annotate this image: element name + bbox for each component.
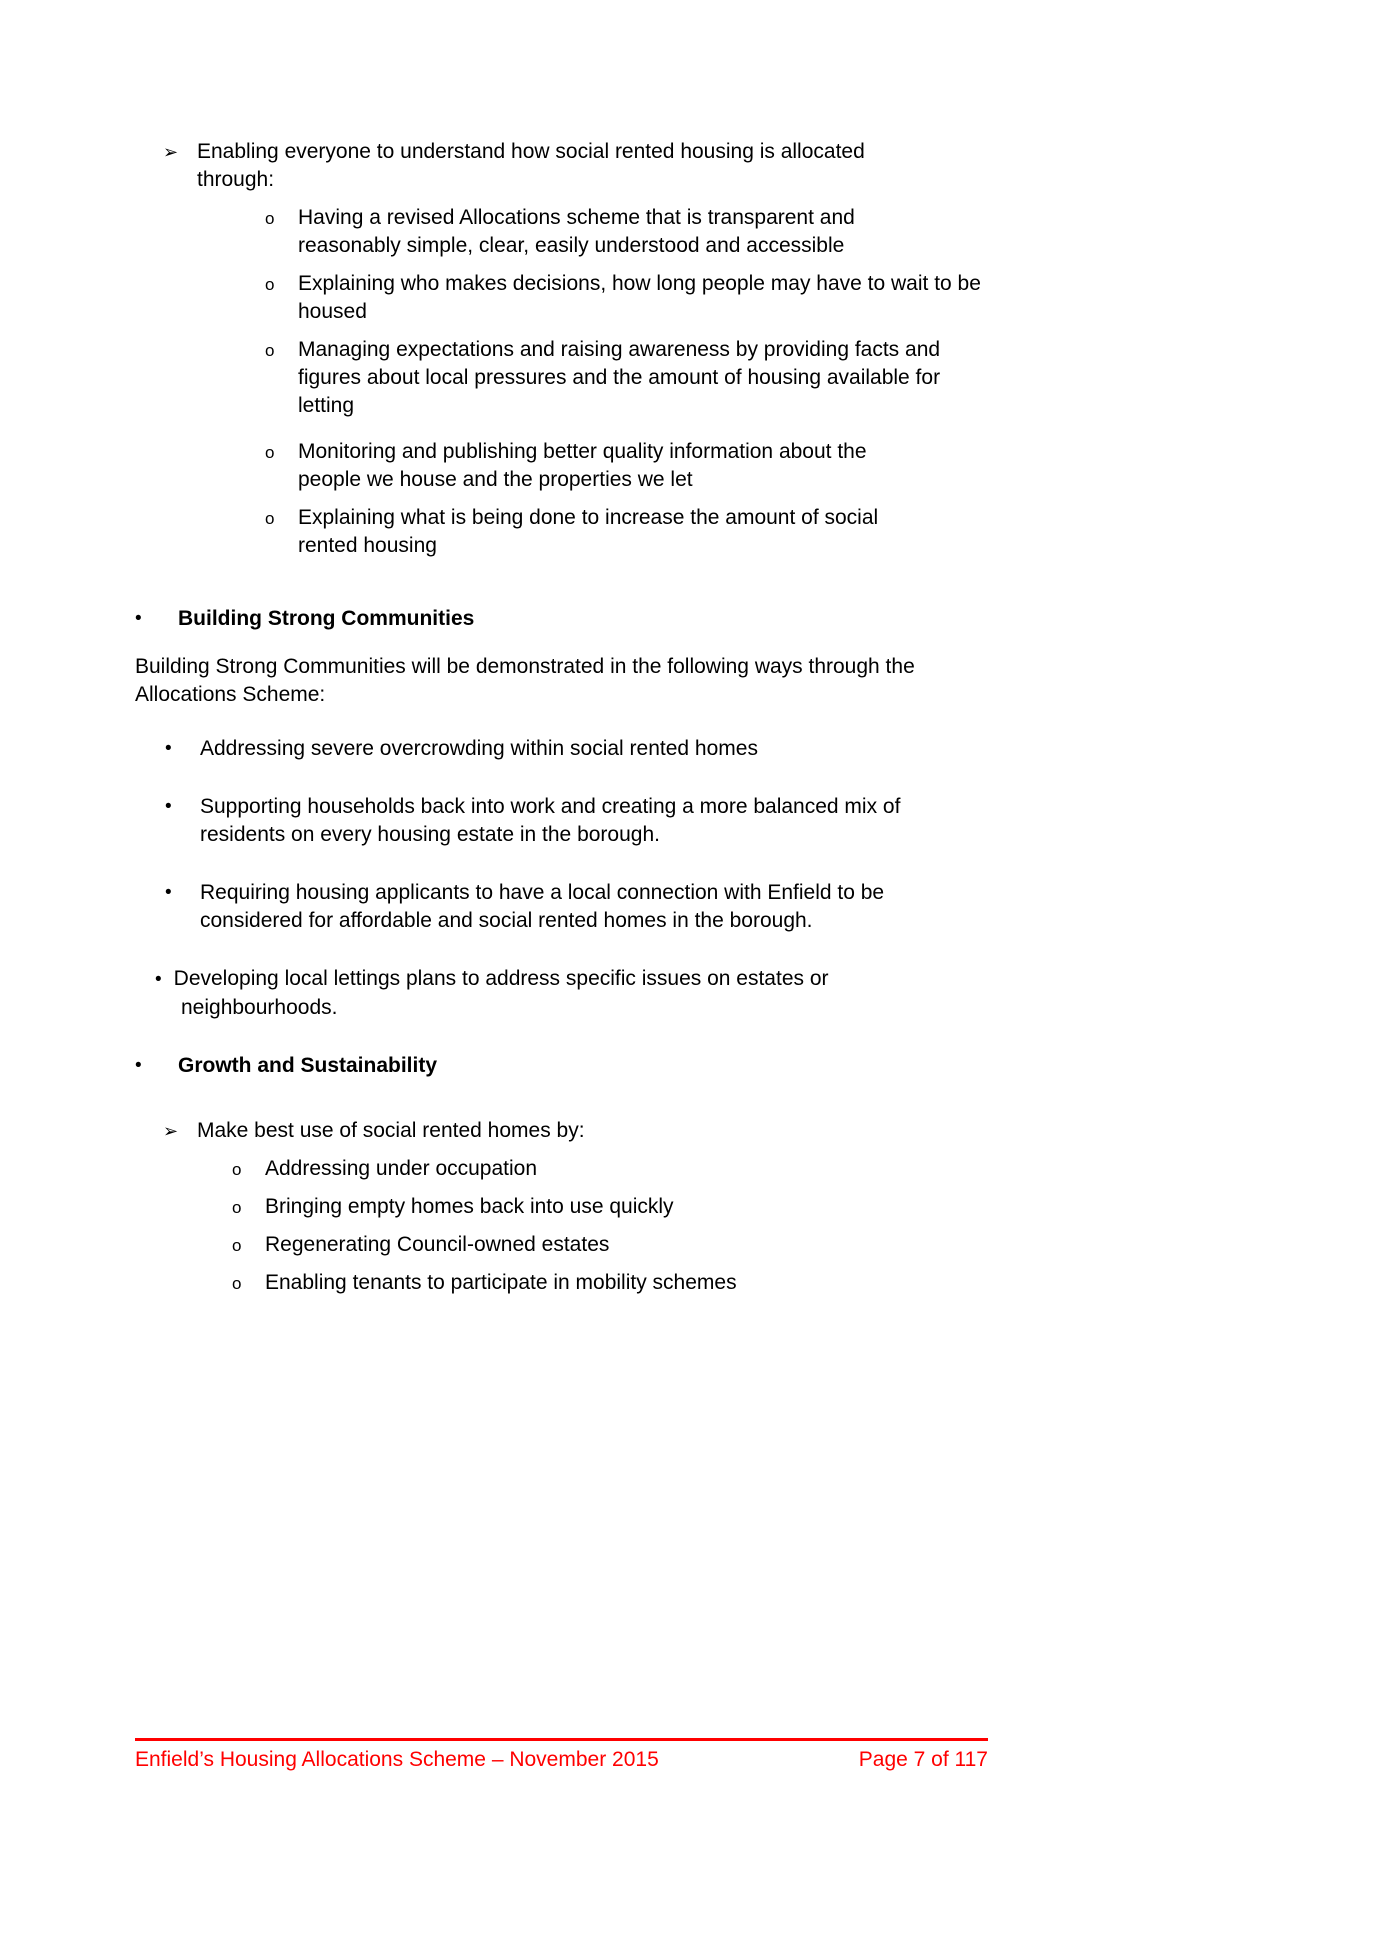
- footer-document-title: Enfield’s Housing Allocations Scheme – November 2015: [135, 1748, 659, 1771]
- circle-bullet-icon: o: [265, 275, 275, 294]
- page-content: [135, 138, 991, 1307]
- circle-bullet-icon: o: [265, 209, 275, 228]
- bullet-list-item-text: Developing local lettings plans to address specific issues on estates or neighbourhoods.: [173, 967, 829, 1019]
- bullet-list-item-text: Addressing severe overcrowding within social rented homes: [200, 737, 758, 760]
- dot-bullet-icon: •: [165, 882, 172, 903]
- intro-paragraph: Building Strong Communities will be demonstrated in the following ways through the Allocations Scheme:: [135, 655, 915, 706]
- arrow-list-item: [135, 138, 991, 194]
- sub-list-item-text: Monitoring and publishing better quality information about the people we house and the properties we let: [298, 440, 867, 491]
- sub-list-item: [135, 1269, 991, 1298]
- sub-list-item: [135, 504, 991, 560]
- sub-list-item-text: Addressing under occupation: [265, 1157, 538, 1180]
- arrow-list-item-text: Make best use of social rented homes by:: [197, 1119, 585, 1142]
- bullet-list: [135, 735, 991, 1022]
- arrow-bullet-icon: ➢: [163, 1121, 179, 1141]
- footer: [135, 1738, 988, 1774]
- dot-bullet-icon: •: [135, 608, 142, 629]
- sub-bullet-list: [135, 1155, 991, 1298]
- footer-page-number: Page 7 of 117: [858, 1748, 988, 1771]
- bullet-list-item: [135, 793, 991, 849]
- sub-list-item-text: Explaining what is being done to increase the amount of social rented housing: [298, 506, 879, 557]
- section-heading-building-strong-communities: [135, 605, 991, 633]
- circle-bullet-icon: o: [232, 1274, 242, 1293]
- arrow-bullet-icon: ➢: [163, 142, 179, 162]
- sub-list-item: [135, 204, 991, 260]
- dot-bullet-icon: •: [165, 738, 172, 759]
- sub-list-item-text: Having a revised Allocations scheme that is transparent and reasonably simple, clear, easily understood and accessible: [298, 206, 855, 257]
- dot-bullet-icon: •: [135, 1055, 142, 1076]
- bullet-list-item: [135, 965, 885, 1022]
- sub-list-item: [135, 438, 991, 494]
- sub-list-item: [135, 1193, 991, 1222]
- circle-bullet-icon: o: [232, 1160, 242, 1179]
- section-heading-growth-and-sustainability: [135, 1052, 991, 1080]
- sub-list-item-text: Regenerating Council-owned estates: [265, 1233, 610, 1256]
- dot-bullet-icon: •: [155, 969, 162, 990]
- sub-list-item: [135, 270, 991, 326]
- bullet-list-item-text: Supporting households back into work and creating a more balanced mix of residents on every housing estate in the borough.: [200, 795, 901, 846]
- sub-list-item: [135, 1231, 991, 1260]
- sub-list-item-text: Managing expectations and raising awareness by providing facts and figures about local pressures and the amount of housing available for letting: [298, 338, 941, 417]
- sub-list-item-text: Enabling tenants to participate in mobility schemes: [265, 1271, 737, 1294]
- circle-bullet-icon: o: [265, 341, 275, 360]
- sub-list-item-text: Explaining who makes decisions, how long people may have to wait to be housed: [298, 272, 981, 323]
- circle-bullet-icon: o: [265, 443, 275, 462]
- circle-bullet-icon: o: [232, 1198, 242, 1217]
- bullet-list-item: [135, 879, 991, 935]
- section-heading-text: Building Strong Communities: [178, 607, 475, 630]
- circle-bullet-icon: o: [232, 1236, 242, 1255]
- sub-list-item-text: Bringing empty homes back into use quickly: [265, 1195, 674, 1218]
- bullet-list-item: [135, 735, 991, 763]
- arrow-list-item-text: Enabling everyone to understand how social rented housing is allocated through:: [197, 140, 865, 191]
- arrow-list-item: [135, 1117, 991, 1145]
- dot-bullet-icon: •: [165, 796, 172, 817]
- sub-list-item: [135, 336, 991, 420]
- bullet-list-item-text: Requiring housing applicants to have a local connection with Enfield to be considered for affordable and social rented homes in the borough.: [200, 881, 885, 932]
- section-heading-text: Growth and Sustainability: [178, 1054, 438, 1077]
- sub-list-item: [135, 1155, 991, 1184]
- circle-bullet-icon: o: [265, 509, 275, 528]
- sub-bullet-list: [135, 204, 991, 560]
